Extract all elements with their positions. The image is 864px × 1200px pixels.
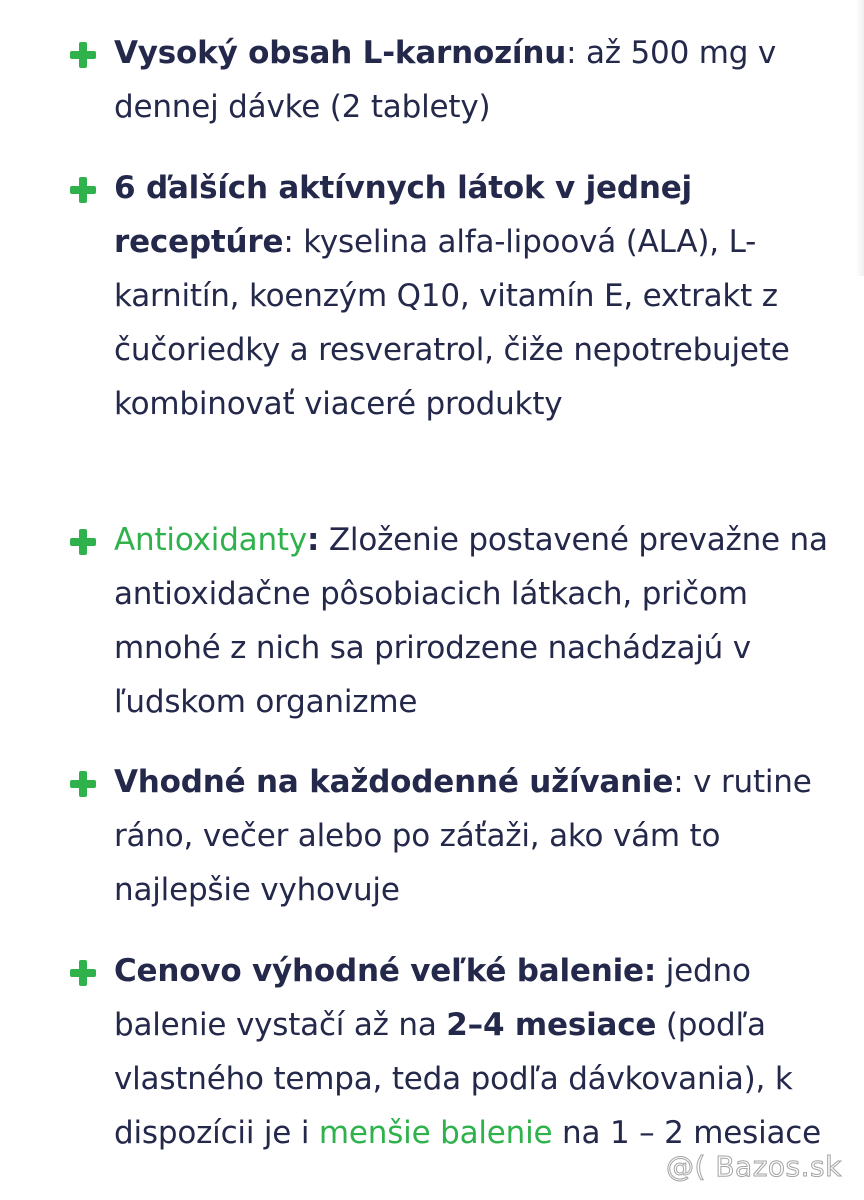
item-heading: Vysoký obsah L-karnozínu <box>114 35 567 71</box>
item-description: Zloženie postavené prevažne na antioxidačne pôsobiacich látkach, pričom mnohé z nich sa prirodzene nachádzajú v ľudskom organizme <box>114 522 828 720</box>
item-description: : kyselina alfa-lipoová (ALA), L-karnitín, koenzým Q10, vitamín E, extrakt z čučoriedky a resveratrol, čiže nepotrebujete kombinovať viaceré produkty <box>114 224 790 422</box>
item-description-end: na 1 – 2 mesiace <box>552 1115 822 1151</box>
edge-shadow <box>856 0 864 276</box>
antioxidanty-link[interactable]: Antioxidanty <box>114 522 308 558</box>
plus-icon <box>70 177 96 203</box>
plus-icon <box>70 42 96 68</box>
item-description: : v rutine ráno, večer alebo po záťaži, ako vám to najlepšie vyhovuje <box>114 764 812 908</box>
item-heading-colon: : <box>307 522 320 558</box>
plus-icon <box>70 960 96 986</box>
list-item-text <box>114 944 850 1160</box>
list-item-text <box>114 26 850 134</box>
item-description: : až 500 mg v dennej dávke (2 tablety) <box>114 35 777 125</box>
plus-icon <box>70 771 96 797</box>
list-item-text <box>114 161 850 431</box>
bazos-watermark: @( Bazos.sk <box>666 1150 842 1183</box>
plus-icon <box>70 529 96 555</box>
item-description-cont: (podľa vlastného tempa, teda podľa dávkovania), k dispozícii je i <box>114 1007 793 1151</box>
item-heading: Vhodné na každodenné užívanie <box>114 764 674 800</box>
item-heading: 6 ďalších aktívnych látok v jednej receptúre <box>114 170 692 260</box>
item-description: jedno balenie vystačí až na <box>114 953 751 1043</box>
smaller-pack-link[interactable]: menšie balenie <box>318 1115 553 1151</box>
list-item-text <box>114 513 850 729</box>
item-heading: Cenovo výhodné veľké balenie: <box>114 953 657 989</box>
duration-highlight: 2–4 mesiace <box>446 1007 657 1043</box>
list-item-text <box>114 755 850 917</box>
